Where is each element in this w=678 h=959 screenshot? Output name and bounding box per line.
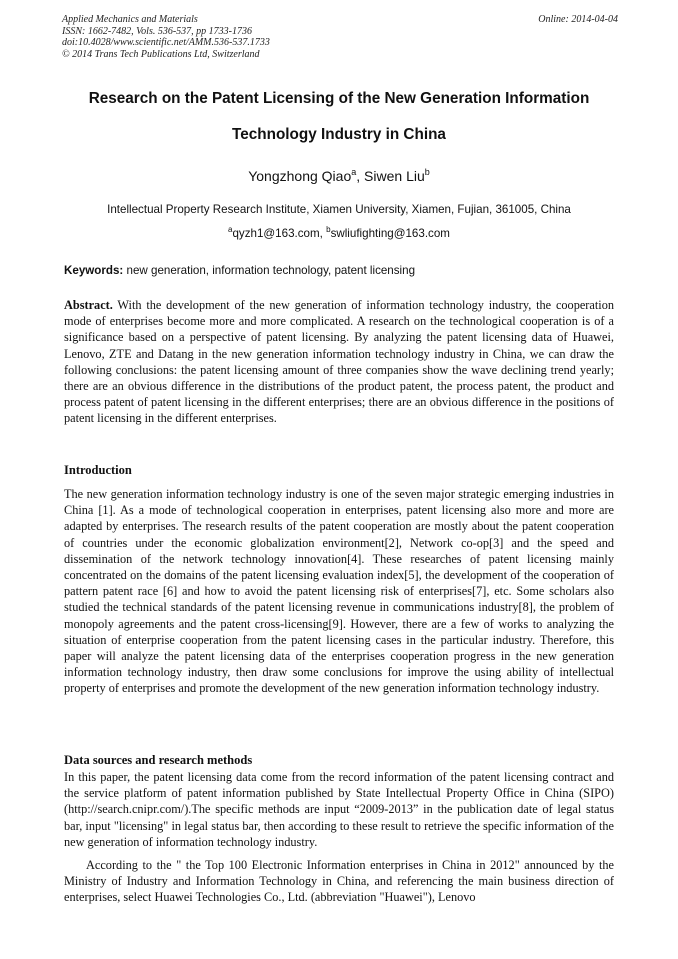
data-sources-paragraph-2: According to the " the Top 100 Electronic Information enterprises in China in 2012" announced by the Ministry of Industry and Information Technology in China, and referencing the main business direction of enterprises, select Huawei Technologies Co., Ltd. (abbreviation "Huawei"), Lenovo [64, 858, 614, 905]
keywords-text: new generation, information technology, patent licensing [123, 264, 416, 277]
abstract [64, 297, 614, 427]
author-emails [30, 227, 648, 241]
copyright-line: © 2014 Trans Tech Publications Ltd, Switzerland [62, 48, 260, 60]
author-affiliation-mark: a [351, 167, 357, 177]
online-date: Online: 2014-04-04 [538, 14, 618, 25]
author-name: Siwen Liu [364, 168, 425, 184]
journal-name: Applied Mechanics and Materials [62, 14, 198, 25]
email-mark: b [326, 225, 331, 234]
author-separator: , [356, 168, 365, 184]
introduction-paragraph: The new generation information technology industry is one of the seven major strategic emerging industries in China [1]. As a mode of technological cooperation in enterprises, patent licensing also more and more are adapted by enterprises. The research results of the patent cooperation are mostly about the patent cooperation of countries under the economic globalization environment[2], Network co-op[3] and the speed and dissemination of the network technology innovation[4]. These researches of patent licensing mainly concentrated on the domains of the patent licensing evaluation index[5], the development of the cooperation of pattern patent race [6] and how to avoid the patent licensing risk of enterprises[7], etc. Some scholars also studied the technical standards of the patent licensing revenue in communications industry[8], the problem of monopoly agreements and the patent cross-licensing[9]. However, there are a few of works to analyzing the situation of enterprise cooperation from the patent licensing cases in the particular industry. Therefore, this paper will analyze the patent licensing data of the enterprises cooperation progress in the new generation information technology industry, then draw some conclusions for improve the using ability of intellectual property of enterprises and promote the development of the new generation information technology industry. [64, 487, 614, 696]
author-affiliation-mark: b [424, 167, 430, 177]
doi-line[interactable]: doi:10.4028/www.scientific.net/AMM.536-537.1733 [62, 37, 270, 48]
email-link[interactable]: swliufighting@163.com [330, 227, 450, 240]
keywords-label: Keywords: [64, 264, 124, 277]
author-list [40, 167, 638, 185]
abstract-text: With the development of the new generation of information technology industry, the cooperation mode of enterprises become more and more complicated. A research on the technological cooperation is of a significance based on a perspective of patent licensing. By analyzing the patent licensing data of Huawei, Lenovo, ZTE and Datang in the new generation information technology industry in China, we can draw the following conclusions: the patent licensing amount of three companies show the wave declining trend yearly; there are an obvious difference in the distributions of the product patent, the process patent, the product and process patent of patent licensing in the different enterprises; there are an obvious difference in the positions of patent licensing in the different enterprises. [64, 298, 614, 426]
abstract-label: Abstract. [64, 298, 113, 312]
author-name: Yongzhong Qiao [248, 168, 352, 184]
affiliation: Intellectual Property Research Institute, Xiamen University, Xiamen, Fujian, 361005, China [107, 203, 571, 216]
keywords [64, 264, 616, 278]
issn-line: ISSN: 1662-7482, Vols. 536-537, pp 1733-1736 [62, 25, 252, 37]
journal-header [62, 14, 618, 60]
section-heading-introduction: Introduction [64, 463, 132, 477]
paper-title-line-2: Technology Industry in China [232, 126, 446, 143]
paper-title-line-1: Research on the Patent Licensing of the New Generation Information [88, 90, 590, 107]
email-separator: , [319, 227, 327, 240]
email-link[interactable]: qyzh1@163.com [232, 227, 320, 240]
section-heading-data-sources: Data sources and research methods [64, 753, 253, 767]
email-mark: a [228, 225, 233, 234]
data-sources-paragraph-1: In this paper, the patent licensing data come from the record information of the patent licensing contract and the service platform of patent information published by State Intellectual Property Office in China (SIPO) (http://search.cnipr.com/).The specific methods are input “2009-2013” in the publication date of legal status bar, input "licensing" in legal status bar, then according to these result to retrieve the specific information of the new generation of information technology industry. [64, 770, 614, 849]
